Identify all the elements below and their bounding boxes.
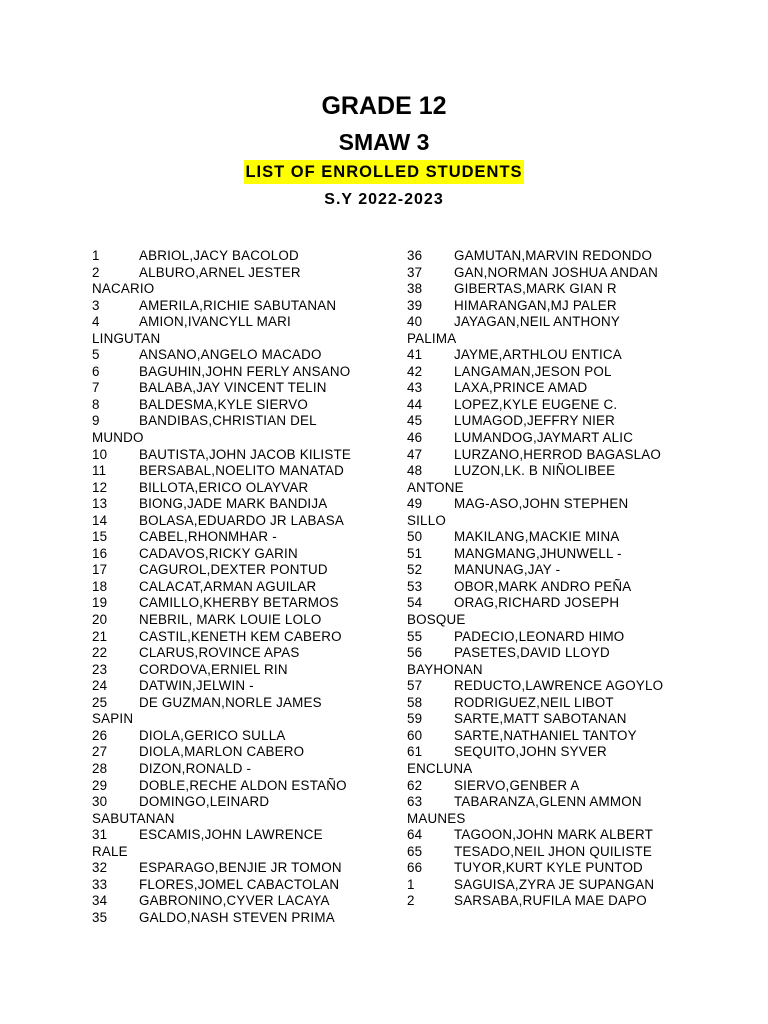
- student-entry: [407, 364, 697, 381]
- student-entry-line: [407, 794, 697, 811]
- student-number: 22: [92, 645, 108, 661]
- student-entry-line: [92, 761, 382, 778]
- student-entry-line: [92, 695, 382, 712]
- student-entry-line: [407, 463, 697, 480]
- student-name: PADECIO,LEONARD HIMO: [454, 628, 625, 644]
- student-number: 58: [407, 694, 423, 710]
- student-list-right-column: [407, 248, 697, 910]
- student-name-continuation: ANTONE: [407, 479, 464, 495]
- student-name: ABRIOL,JACY BACOLOD: [139, 248, 299, 263]
- student-number: 36: [407, 248, 423, 263]
- student-entry: [407, 496, 697, 529]
- student-name: GABRONINO,CYVER LACAYA: [139, 893, 330, 909]
- student-entry: [407, 844, 697, 861]
- student-entry: [407, 265, 697, 282]
- student-entry: [407, 778, 697, 795]
- student-name: DOMINGO,LEINARD: [139, 794, 270, 810]
- student-entry-line: [407, 430, 697, 447]
- student-entry-line: [92, 579, 382, 596]
- student-name: AMERILA,RICHIE SABUTANAN: [139, 297, 337, 313]
- student-name-continuation: BAYHONAN: [407, 661, 483, 677]
- student-name: GIBERTAS,MARK GIAN R: [454, 281, 617, 297]
- student-entry: [407, 629, 697, 646]
- student-number: 9: [92, 413, 100, 429]
- student-entry: [92, 265, 382, 298]
- student-entry: [92, 595, 382, 612]
- student-entry-line: [92, 562, 382, 579]
- student-entry-line: [407, 364, 697, 381]
- student-entry: [407, 298, 697, 315]
- student-number: 57: [407, 678, 423, 694]
- student-entry-line: [407, 314, 697, 331]
- student-entry-line: [407, 397, 697, 414]
- student-entry: [92, 827, 382, 860]
- student-entry-line: [92, 496, 382, 513]
- student-name: SARSABA,RUFILA MAE DAPO: [454, 893, 647, 909]
- student-entry: [92, 347, 382, 364]
- student-number: 20: [92, 612, 108, 628]
- student-entry-line: [407, 447, 697, 464]
- student-name: BALDESMA,KYLE SIERVO: [139, 396, 308, 412]
- student-name-continuation: LINGUTAN: [92, 330, 161, 346]
- student-number: 50: [407, 529, 423, 545]
- student-entry-line: [92, 612, 382, 629]
- student-entry: [407, 728, 697, 745]
- student-entry: [92, 794, 382, 827]
- student-number: 7: [92, 380, 100, 396]
- student-entry-line: [92, 645, 382, 662]
- student-entry: [92, 447, 382, 464]
- student-number: 56: [407, 645, 423, 661]
- student-name: JAYME,ARTHLOU ENTICA: [454, 347, 622, 363]
- student-name: LURZANO,HERROD BAGASLAO: [454, 446, 661, 462]
- student-number: 24: [92, 678, 108, 694]
- student-entry: [92, 298, 382, 315]
- student-name: CORDOVA,ERNIEL RIN: [139, 661, 288, 677]
- student-name: BIONG,JADE MARK BANDIJA: [139, 496, 328, 512]
- student-number: 16: [92, 545, 108, 561]
- student-number: 42: [407, 363, 423, 379]
- student-entry: [92, 744, 382, 761]
- student-number: 54: [407, 595, 423, 611]
- student-entry: [407, 711, 697, 728]
- student-entry-line: [407, 579, 697, 596]
- student-entry-line: [92, 546, 382, 563]
- student-name: MANGMANG,JHUNWELL -: [454, 545, 622, 561]
- student-number: 5: [92, 347, 100, 363]
- student-name: DIZON,RONALD -: [139, 760, 252, 776]
- student-name-continuation: SAPIN: [92, 711, 134, 727]
- student-entry-line: [407, 562, 697, 579]
- student-entry: [407, 314, 697, 347]
- student-number: 1: [92, 248, 100, 263]
- student-entry-line: [92, 265, 382, 282]
- student-entry: [407, 562, 697, 579]
- student-entry: [92, 364, 382, 381]
- student-entry: [407, 595, 697, 628]
- student-entry: [407, 347, 697, 364]
- student-name: BILLOTA,ERICO OLAYVAR: [139, 479, 309, 495]
- student-name: LUMANDOG,JAYMART ALIC: [454, 430, 634, 446]
- student-name: HIMARANGAN,MJ PALER: [454, 297, 617, 313]
- student-entry: [92, 761, 382, 778]
- student-number: 3: [92, 297, 100, 313]
- student-entry: [92, 678, 382, 695]
- student-number: 40: [407, 314, 423, 330]
- student-name: REDUCTO,LAWRENCE AGOYLO: [454, 678, 664, 694]
- student-name: SIERVO,GENBER A: [454, 777, 580, 793]
- student-number: 59: [407, 711, 423, 727]
- student-entry: [92, 397, 382, 414]
- student-entry-line: [92, 910, 382, 927]
- student-name: CAMILLO,KHERBY BETARMOS: [139, 595, 339, 611]
- student-number: 10: [92, 446, 108, 462]
- student-entry-line: [92, 513, 382, 530]
- student-number: 35: [92, 909, 108, 925]
- student-entry-line: [407, 678, 697, 695]
- student-entry-line: [407, 629, 697, 646]
- student-entry: [92, 778, 382, 795]
- course-heading: SMAW 3: [338, 129, 430, 155]
- student-number: 66: [407, 860, 423, 876]
- student-entry-line: [92, 380, 382, 397]
- student-entry: [407, 678, 697, 695]
- student-number: 13: [92, 496, 108, 512]
- student-entry: [407, 430, 697, 447]
- student-entry: [407, 447, 697, 464]
- student-entry-line: [407, 893, 697, 910]
- student-number: 19: [92, 595, 108, 611]
- student-entry: [92, 579, 382, 596]
- student-number: 65: [407, 843, 423, 859]
- student-name: RODRIGUEZ,NEIL LIBOT: [454, 694, 614, 710]
- student-name: TAGOON,JOHN MARK ALBERT: [454, 827, 654, 843]
- student-entry-line: [407, 877, 697, 894]
- student-number: 53: [407, 578, 423, 594]
- student-name-continuation: ENCLUNA: [407, 760, 473, 776]
- student-number: 52: [407, 562, 423, 578]
- student-number: 49: [407, 496, 423, 512]
- student-name: LUZON,LK. B NIÑOLIBEE: [454, 463, 616, 479]
- student-name: BAUTISTA,JOHN JACOB KILISTE: [139, 446, 351, 462]
- student-entry: [92, 562, 382, 579]
- student-entry-line: [92, 893, 382, 910]
- student-name: SEQUITO,JOHN SYVER: [454, 744, 607, 760]
- student-number: 48: [407, 463, 423, 479]
- student-name: MANUNAG,JAY -: [454, 562, 561, 578]
- student-number: 51: [407, 545, 423, 561]
- student-name: ALBURO,ARNEL JESTER: [139, 264, 301, 280]
- student-number: 2: [407, 893, 415, 909]
- student-entry-line: [92, 794, 382, 811]
- student-entry: [92, 893, 382, 910]
- student-number: 14: [92, 512, 108, 528]
- student-number: 47: [407, 446, 423, 462]
- student-entry-line: [407, 860, 697, 877]
- student-number: 34: [92, 893, 108, 909]
- student-entry-line: [407, 413, 697, 430]
- student-entry: [407, 860, 697, 877]
- student-number: 61: [407, 744, 423, 760]
- student-name: CADAVOS,RICKY GARIN: [139, 545, 298, 561]
- student-entry-line: [407, 827, 697, 844]
- student-number: 17: [92, 562, 108, 578]
- student-entry: [92, 380, 382, 397]
- student-name: NEBRIL, MARK LOUIE LOLO: [139, 612, 322, 628]
- student-entry: [92, 662, 382, 679]
- student-name: BOLASA,EDUARDO JR LABASA: [139, 512, 344, 528]
- student-name-continuation: BOSQUE: [407, 612, 466, 628]
- student-entry: [407, 463, 697, 496]
- student-name: BALABA,JAY VINCENT TELIN: [139, 380, 327, 396]
- student-entry-line: [92, 463, 382, 480]
- student-entry: [407, 248, 697, 265]
- student-list-left-column: [92, 248, 382, 926]
- student-entry-line: [407, 496, 697, 513]
- student-entry-line: [92, 397, 382, 414]
- student-name-continuation: MUNDO: [92, 430, 144, 446]
- student-entry-line: [92, 447, 382, 464]
- student-name-continuation: SABUTANAN: [92, 810, 175, 826]
- student-entry-line: [407, 695, 697, 712]
- student-name: LANGAMAN,JESON POL: [454, 363, 612, 379]
- student-name: GALDO,NASH STEVEN PRIMA: [139, 909, 335, 925]
- student-number: 29: [92, 777, 108, 793]
- student-number: 25: [92, 694, 108, 710]
- student-number: 15: [92, 529, 108, 545]
- student-name: JAYAGAN,NEIL ANTHONY: [454, 314, 620, 330]
- student-entry-line: [92, 877, 382, 894]
- student-name-continuation: PALIMA: [407, 330, 457, 346]
- student-number: 1: [407, 876, 415, 892]
- student-entry-line: [407, 281, 697, 298]
- student-number: 8: [92, 396, 100, 412]
- student-entry-line: [407, 265, 697, 282]
- student-entry-line: [92, 480, 382, 497]
- student-name-continuation: NACARIO: [92, 281, 155, 297]
- student-entry: [407, 893, 697, 910]
- student-entry: [92, 248, 382, 265]
- student-name: ANSANO,ANGELO MACADO: [139, 347, 322, 363]
- student-number: 18: [92, 578, 108, 594]
- student-entry-line: [92, 248, 382, 265]
- student-number: 26: [92, 727, 108, 743]
- student-entry: [407, 794, 697, 827]
- student-entry: [407, 579, 697, 596]
- student-name: LOPEZ,KYLE EUGENE C.: [454, 396, 618, 412]
- student-entry-line: [92, 595, 382, 612]
- student-name: ESCAMIS,JOHN LAWRENCE: [139, 827, 323, 843]
- student-name: GAN,NORMAN JOSHUA ANDAN: [454, 264, 659, 280]
- student-entry-line: [407, 248, 697, 265]
- student-name-continuation: MAUNES: [407, 810, 466, 826]
- student-number: 23: [92, 661, 108, 677]
- student-entry: [92, 496, 382, 513]
- student-name: BAGUHIN,JOHN FERLY ANSANO: [139, 363, 351, 379]
- student-entry-line: [407, 778, 697, 795]
- student-entry: [407, 281, 697, 298]
- student-number: 45: [407, 413, 423, 429]
- student-entry: [407, 695, 697, 712]
- student-entry-line: [92, 298, 382, 315]
- student-number: 12: [92, 479, 108, 495]
- student-number: 41: [407, 347, 423, 363]
- student-number: 4: [92, 314, 100, 330]
- student-name: TESADO,NEIL JHON QUILISTE: [454, 843, 652, 859]
- student-name: SARTE,NATHANIEL TANTOY: [454, 727, 637, 743]
- student-entry: [92, 695, 382, 728]
- student-number: 33: [92, 876, 108, 892]
- student-name: TUYOR,KURT KYLE PUNTOD: [454, 860, 643, 876]
- student-entry-line: [407, 347, 697, 364]
- student-entry-line: [92, 678, 382, 695]
- student-entry: [92, 645, 382, 662]
- student-entry-line: [92, 778, 382, 795]
- student-entry-line: [407, 728, 697, 745]
- student-entry: [92, 513, 382, 530]
- student-entry: [92, 629, 382, 646]
- student-entry: [92, 860, 382, 877]
- student-entry-line: [407, 744, 697, 761]
- student-entry: [407, 397, 697, 414]
- student-entry: [407, 877, 697, 894]
- student-name: SAGUISA,ZYRA JE SUPANGAN: [454, 876, 655, 892]
- student-name: FLORES,JOMEL CABACTOLAN: [139, 876, 340, 892]
- student-entry: [92, 546, 382, 563]
- student-entry: [407, 744, 697, 777]
- student-name: DE GUZMAN,NORLE JAMES: [139, 694, 322, 710]
- student-name-continuation: SILLO: [407, 512, 446, 528]
- student-entry: [407, 645, 697, 678]
- student-number: 38: [407, 281, 423, 297]
- student-name: CLARUS,ROVINCE APAS: [139, 645, 300, 661]
- student-number: 44: [407, 396, 423, 412]
- student-name: DIOLA,GERICO SULLA: [139, 727, 286, 743]
- list-title-wrap: [0, 160, 768, 184]
- student-name: LAXA,PRINCE AMAD: [454, 380, 588, 396]
- student-name: GAMUTAN,MARVIN REDONDO: [454, 248, 653, 263]
- student-entry-line: [92, 827, 382, 844]
- student-name: TABARANZA,GLENN AMMON: [454, 794, 642, 810]
- student-entry-line: [407, 298, 697, 315]
- student-number: 62: [407, 777, 423, 793]
- student-number: 27: [92, 744, 108, 760]
- student-name: OBOR,MARK ANDRO PEÑA: [454, 578, 632, 594]
- student-name: BANDIBAS,CHRISTIAN DEL: [139, 413, 317, 429]
- student-entry: [407, 413, 697, 430]
- student-entry: [92, 529, 382, 546]
- student-entry-line: [407, 711, 697, 728]
- student-entry: [92, 877, 382, 894]
- student-number: 31: [92, 827, 108, 843]
- student-entry: [92, 612, 382, 629]
- student-number: 39: [407, 297, 423, 313]
- student-entry: [407, 529, 697, 546]
- student-name: DIOLA,MARLON CABERO: [139, 744, 305, 760]
- student-entry: [92, 314, 382, 347]
- student-name: MAKILANG,MACKIE MINA: [454, 529, 620, 545]
- student-number: 30: [92, 794, 108, 810]
- student-number: 2: [92, 264, 100, 280]
- student-name: BERSABAL,NOELITO MANATAD: [139, 463, 344, 479]
- student-entry: [92, 910, 382, 927]
- student-entry-line: [407, 645, 697, 662]
- student-entry-line: [92, 662, 382, 679]
- student-entry-line: [407, 844, 697, 861]
- student-name: AMION,IVANCYLL MARI: [139, 314, 291, 330]
- student-number: 37: [407, 264, 423, 280]
- student-number: 63: [407, 794, 423, 810]
- student-name: DATWIN,JELWIN -: [139, 678, 254, 694]
- student-name: ESPARAGO,BENJIE JR TOMON: [139, 860, 342, 876]
- student-number: 60: [407, 727, 423, 743]
- student-entry-line: [407, 529, 697, 546]
- student-name: CALACAT,ARMAN AGUILAR: [139, 578, 317, 594]
- student-number: 64: [407, 827, 423, 843]
- student-entry-line: [92, 314, 382, 331]
- student-entry-line: [92, 364, 382, 381]
- student-number: 43: [407, 380, 423, 396]
- student-name: ORAG,RICHARD JOSEPH: [454, 595, 620, 611]
- student-number: 46: [407, 430, 423, 446]
- student-entry-line: [92, 629, 382, 646]
- student-entry-line: [92, 529, 382, 546]
- student-entry: [407, 546, 697, 563]
- student-entry: [407, 827, 697, 844]
- student-entry-line: [407, 546, 697, 563]
- student-number: 6: [92, 363, 100, 379]
- student-entry-line: [92, 860, 382, 877]
- student-entry: [92, 463, 382, 480]
- student-entry-line: [407, 380, 697, 397]
- student-number: 11: [92, 463, 107, 479]
- student-number: 32: [92, 860, 108, 876]
- student-name: SARTE,MATT SABOTANAN: [454, 711, 627, 727]
- student-name: PASETES,DAVID LLOYD: [454, 645, 610, 661]
- student-entry-line: [92, 347, 382, 364]
- grade-heading: GRADE 12: [321, 92, 447, 120]
- student-name: CASTIL,KENETH KEM CABERO: [139, 628, 342, 644]
- student-entry: [92, 413, 382, 446]
- student-number: 55: [407, 628, 423, 644]
- list-title-highlight: LIST OF ENROLLED STUDENTS: [244, 160, 523, 184]
- student-entry-line: [407, 595, 697, 612]
- student-name-continuation: RALE: [92, 843, 128, 859]
- student-name: DOBLE,RECHE ALDON ESTAÑO: [139, 777, 347, 793]
- student-entry-line: [92, 413, 382, 430]
- student-entry-line: [92, 744, 382, 761]
- student-entry-line: [92, 728, 382, 745]
- student-name: CABEL,RHONMHAR -: [139, 529, 277, 545]
- student-entry: [92, 728, 382, 745]
- student-name: CAGUROL,DEXTER PONTUD: [139, 562, 328, 578]
- student-number: 28: [92, 760, 108, 776]
- student-name: MAG-ASO,JOHN STEPHEN: [454, 496, 629, 512]
- student-entry: [407, 380, 697, 397]
- student-name: LUMAGOD,JEFFRY NIER: [454, 413, 616, 429]
- school-year: S.Y 2022-2023: [324, 191, 444, 208]
- student-number: 21: [92, 628, 108, 644]
- student-entry: [92, 480, 382, 497]
